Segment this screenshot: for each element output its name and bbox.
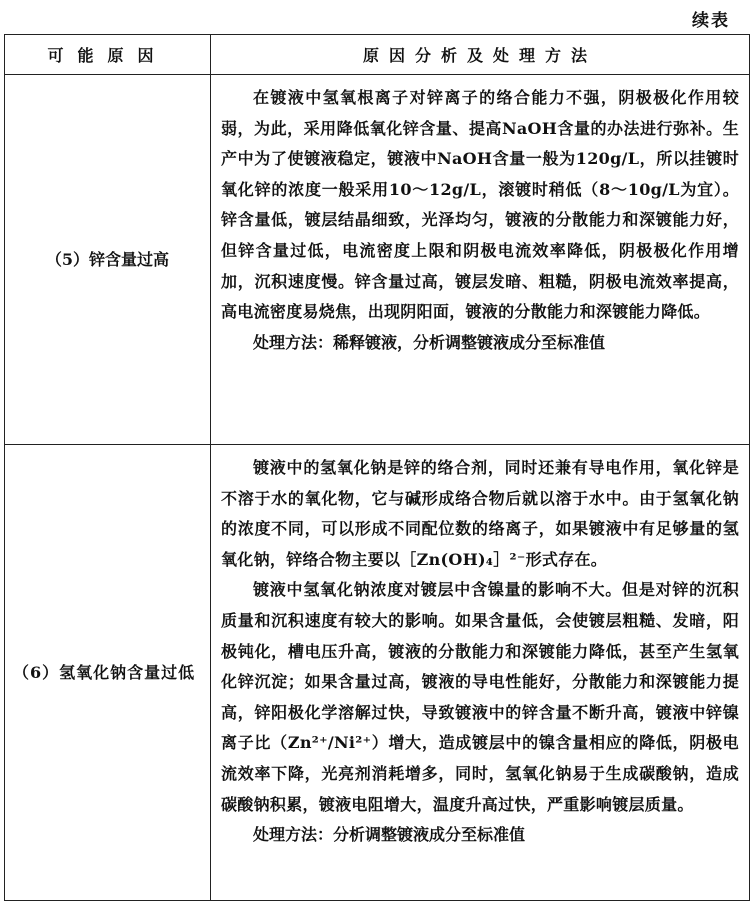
analysis-paragraph: 在镀液中氢氧根离子对锌离子的络合能力不强，阴极极化作用较弱，为此，采用降低氧化锌含量、提高NaOH含量的办法进行弥补。生产中为了使镀液稳定，镀液中NaOH含量一般为120g/L，所以挂镀时氧化锌的浓度一般采用10～12g/L，滚镀时稍低（8～10g/L为宜）。锌含量低，镀层结晶细致，光泽均匀，镀液的分散能力和深镀能力好，但锌含量过低，电流密度上限和阴极电流效率降低，阴极极化作用增加，沉积速度慢。锌含量过高，镀层发暗、粗糙，阴极电流效率提高，高电流密度易烧焦，出现阴阳面，镀液的分散能力和深镀能力降低。 [221, 88, 739, 322]
analysis-paragraph: 镀液中氢氧化钠浓度对镀层中含镍量的影响不大。但是对锌的沉积质量和沉积速度有较大的影响。如果含量低，会使镀层粗糙、发暗，阳极钝化，槽电压升高，镀液的分散能力和深镀能力降低，甚至产生氢氧化锌沉淀；如果含量过高，镀液的导电性能好，分散能力和深镀能力提高，锌阳极化学溶解过快，导致镀液中的锌含量不断升高，镀液中锌镍离子比（Zn²⁺/Ni²⁺）增大，造成镀层中的镍含量相应的降低，阴极电流效率下降，光亮剂消耗增多，同时，氢氧化钠易于生成碳酸钠，造成碳酸钠积累，镀液电阻增大，温度升高过快，严重影响镀层质量。 [221, 580, 739, 814]
continued-label: 续表 [692, 11, 730, 31]
table-row [5, 445, 750, 901]
analysis-cell [211, 75, 750, 445]
header-analysis: 原因分析及处理方法 [211, 35, 750, 75]
method-text: 分析调整镀液成分至标准值 [333, 825, 526, 845]
analysis-cell [211, 445, 750, 901]
cause-cell: （6）氢氧化钠含量过低 [5, 445, 211, 901]
table-header-row [5, 35, 750, 75]
method-label: 处理方法： [253, 332, 334, 352]
cause-analysis-table [4, 34, 750, 901]
header-cause: 可能原因 [5, 35, 211, 75]
cause-cell: （5）锌含量过高 [5, 75, 211, 445]
treatment-method [221, 328, 739, 359]
analysis-paragraph: 镀液中的氢氧化钠是锌的络合剂，同时还兼有导电作用，氧化锌是不溶于水的氧化物，它与碱形成络合物后就以溶于水中。由于氢氧化钠的浓度不同，可以形成不同配位数的络离子，如果镀液中有足够量的氢氧化钠，锌络合物主要以［Zn(OH)₄］²⁻形式存在。 [221, 458, 739, 569]
method-label: 处理方法： [253, 825, 334, 845]
method-text: 稀释镀液，分析调整镀液成分至标准值 [333, 332, 606, 352]
treatment-method [221, 820, 739, 851]
table-row [5, 75, 750, 445]
